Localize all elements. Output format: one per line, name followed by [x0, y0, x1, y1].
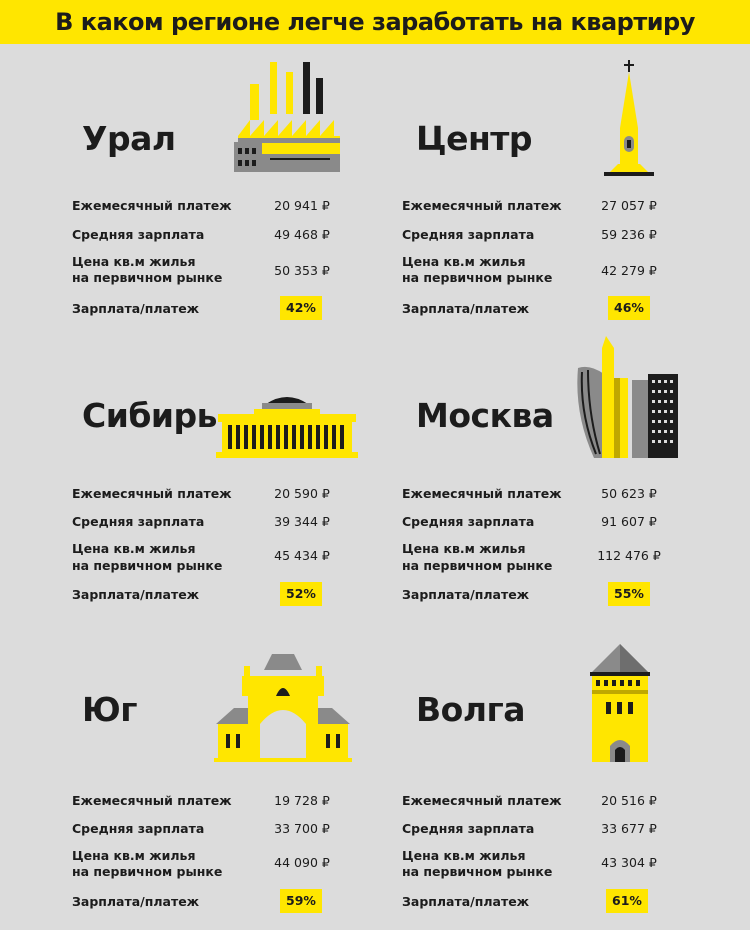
label-price-line2: на первичном рынке — [72, 270, 223, 285]
value-payment: 20 590 ₽ — [274, 486, 330, 501]
label-salary: Средняя зарплата — [72, 514, 205, 529]
value-price: 44 090 ₽ — [274, 855, 330, 870]
value-payment: 20 516 ₽ — [601, 793, 657, 808]
label-salary: Средняя зарплата — [402, 227, 535, 242]
region-name-siberia: Сибирь — [82, 396, 217, 435]
label-price-line2: на первичном рынке — [72, 558, 223, 573]
ratio-badge: 61% — [606, 889, 648, 913]
region-name-moscow: Москва — [416, 396, 554, 435]
label-payment: Ежемесячный платеж — [72, 198, 232, 213]
value-salary: 59 236 ₽ — [601, 227, 657, 242]
label-ratio: Зарплата/платеж — [402, 894, 530, 909]
value-price: 45 434 ₽ — [274, 548, 330, 563]
label-ratio: Зарплата/платеж — [72, 587, 200, 602]
label-ratio: Зарплата/платеж — [72, 301, 200, 316]
ratio-badge: 55% — [608, 582, 650, 606]
label-price-line2: на первичном рынке — [402, 558, 553, 573]
value-salary: 33 677 ₽ — [601, 821, 657, 836]
label-salary: Средняя зарплата — [402, 514, 535, 529]
label-payment: Ежемесячный платеж — [72, 793, 232, 808]
region-name-south: Юг — [82, 690, 137, 729]
label-ratio: Зарплата/платеж — [402, 301, 530, 316]
label-price-line2: на первичном рынке — [402, 864, 553, 879]
label-price-line1: Цена кв.м жилья — [402, 848, 526, 863]
value-price: 42 279 ₽ — [601, 263, 657, 278]
ratio-badge: 59% — [280, 889, 322, 913]
label-price-line2: на первичном рынке — [402, 270, 553, 285]
value-payment: 27 057 ₽ — [601, 198, 657, 213]
label-payment: Ежемесячный платеж — [402, 198, 562, 213]
region-name-volga: Волга — [416, 690, 526, 729]
value-payment: 50 623 ₽ — [601, 486, 657, 501]
label-payment: Ежемесячный платеж — [402, 793, 562, 808]
value-salary: 91 607 ₽ — [601, 514, 657, 529]
value-salary: 49 468 ₽ — [274, 227, 330, 242]
label-price-line1: Цена кв.м жилья — [72, 541, 196, 556]
label-salary: Средняя зарплата — [402, 821, 535, 836]
skyscrapers-icon — [572, 334, 682, 460]
theater-icon — [214, 392, 360, 462]
value-price: 50 353 ₽ — [274, 263, 330, 278]
region-name-center: Центр — [416, 119, 533, 158]
label-price-line2: на первичном рынке — [72, 864, 223, 879]
label-salary: Средняя зарплата — [72, 227, 205, 242]
value-price: 43 304 ₽ — [601, 855, 657, 870]
value-price: 112 476 ₽ — [597, 548, 661, 563]
ratio-badge: 52% — [280, 582, 322, 606]
value-salary: 39 344 ₽ — [274, 514, 330, 529]
page-title: В каком регионе легче заработать на квартиру — [0, 0, 750, 44]
bell-tower-icon — [596, 58, 662, 176]
ratio-badge: 42% — [280, 296, 322, 320]
label-salary: Средняя зарплата — [72, 821, 205, 836]
label-price-line1: Цена кв.м жилья — [402, 254, 526, 269]
gate-arch-icon — [212, 652, 354, 764]
label-price-line1: Цена кв.м жилья — [72, 254, 196, 269]
label-ratio: Зарплата/платеж — [72, 894, 200, 909]
factory-icon — [230, 58, 348, 176]
region-name-ural: Урал — [82, 119, 176, 158]
label-payment: Ежемесячный платеж — [402, 486, 562, 501]
value-payment: 19 728 ₽ — [274, 793, 330, 808]
value-salary: 33 700 ₽ — [274, 821, 330, 836]
label-price-line1: Цена кв.м жилья — [72, 848, 196, 863]
ratio-badge: 46% — [608, 296, 650, 320]
label-ratio: Зарплата/платеж — [402, 587, 530, 602]
label-payment: Ежемесячный платеж — [72, 486, 232, 501]
kremlin-tower-icon — [586, 642, 654, 764]
value-payment: 20 941 ₽ — [274, 198, 330, 213]
label-price-line1: Цена кв.м жилья — [402, 541, 526, 556]
